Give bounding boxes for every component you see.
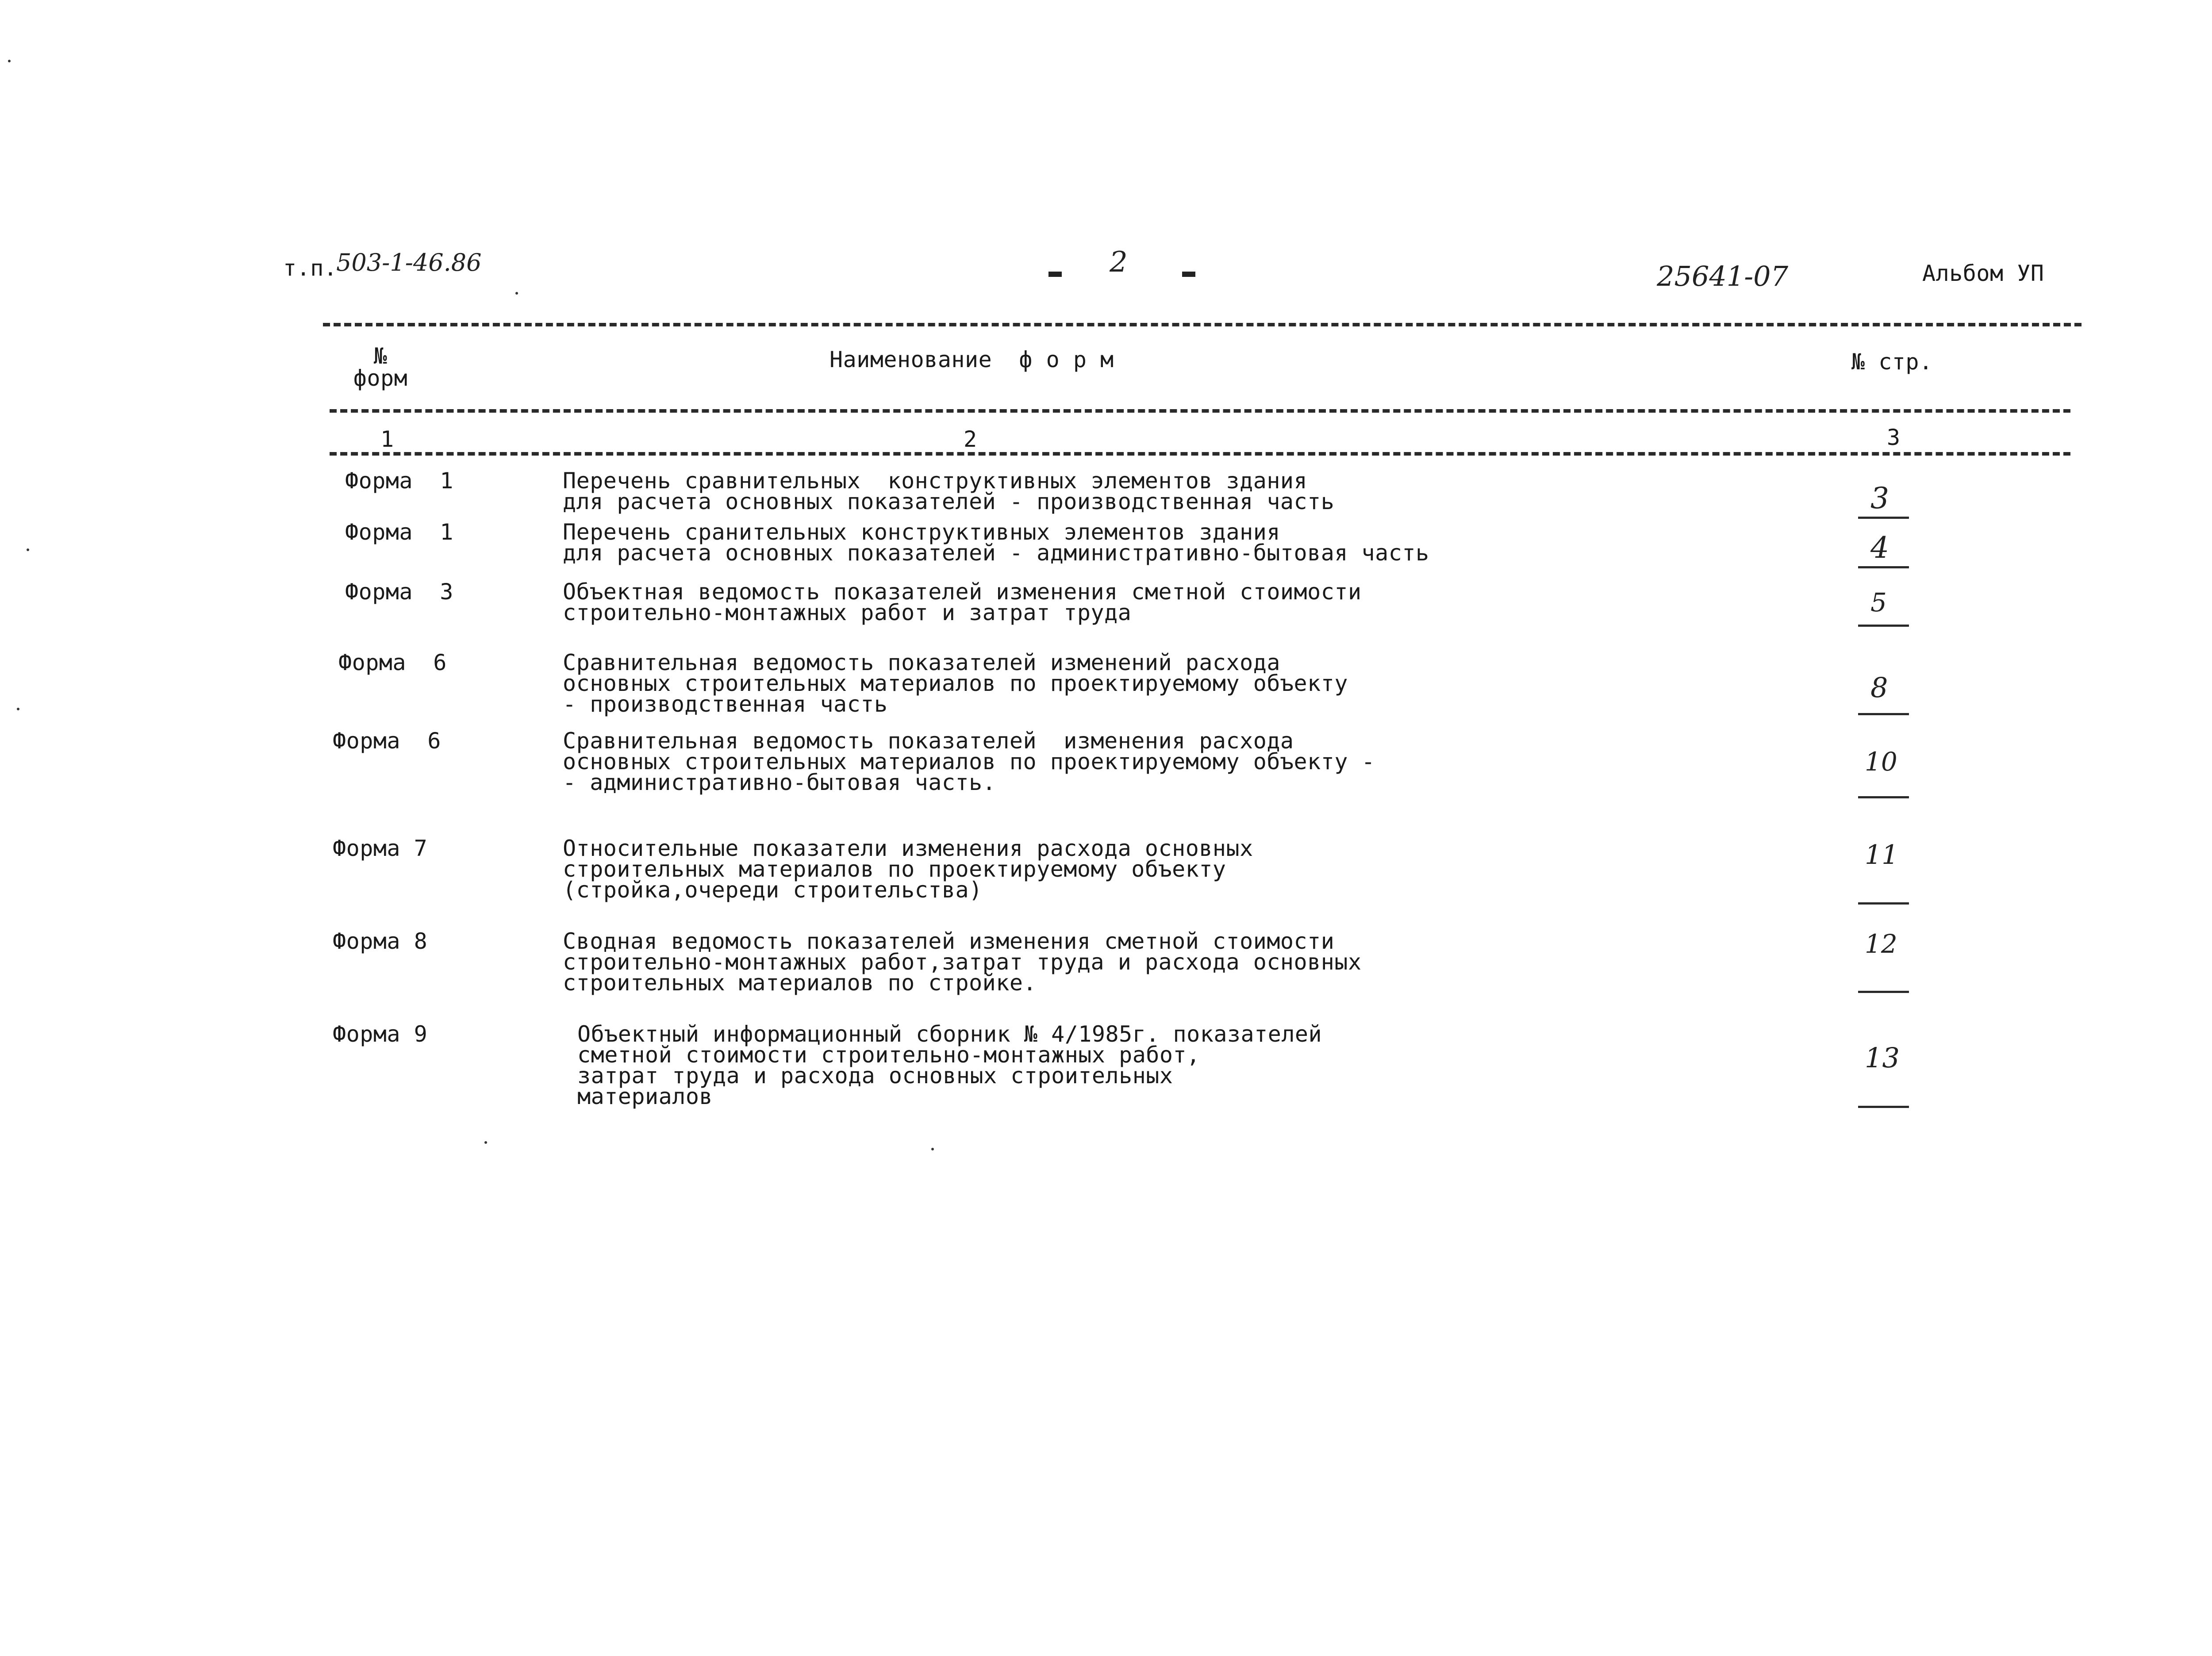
page-ref-underline bbox=[1858, 796, 1909, 798]
page-ref: 3 bbox=[1870, 481, 1889, 515]
page-ref-underline bbox=[1858, 517, 1909, 519]
form-name-line: - административно-бытовая часть. bbox=[563, 770, 996, 795]
form-label: Форма 8 bbox=[333, 928, 428, 954]
form-name-line: сметной стоимости строительно-монтажных работ, bbox=[577, 1042, 1200, 1068]
form-label: Форма 7 bbox=[333, 836, 428, 861]
form-name-line: строительных материалов по стройке. bbox=[563, 970, 1037, 996]
form-name-line: основных строительных материалов по проектируемому объекту bbox=[563, 671, 1348, 696]
form-name-line: строительных материалов по проектируемому объекту bbox=[563, 856, 1226, 882]
form-name-line: для расчета основных показателей - административно-бытовая часть bbox=[563, 540, 1429, 566]
form-name-line: Сравнительная ведомость показателей изменений расхода bbox=[563, 650, 1280, 675]
scan-speck bbox=[515, 292, 518, 295]
form-label: Форма 1 bbox=[345, 468, 453, 494]
page-number-dash-left bbox=[1048, 272, 1062, 277]
form-name-line: Объектный информационный сборник № 4/1985г. показателей bbox=[577, 1021, 1322, 1047]
page-ref-underline bbox=[1858, 625, 1909, 627]
form-label: Форма 9 bbox=[333, 1021, 428, 1047]
form-name-line: Перечень сранительных конструктивных элементов здания bbox=[563, 519, 1280, 545]
column-numbers-rule bbox=[330, 452, 2070, 456]
form-name-line: строительно-монтажных работ,затрат труда и расхода основных bbox=[563, 949, 1362, 975]
form-name-line: для расчета основных показателей - производственная часть bbox=[563, 489, 1335, 514]
form-label: Форма 6 bbox=[333, 728, 441, 754]
column-number-2: 2 bbox=[964, 426, 977, 452]
scan-speck bbox=[8, 60, 11, 62]
form-label: Форма 6 bbox=[338, 650, 447, 675]
form-name-line: Сравнительная ведомость показателей изменения расхода bbox=[563, 728, 1294, 754]
form-label: Форма 3 bbox=[345, 579, 453, 605]
table-top-rule bbox=[323, 323, 2081, 326]
page-ref: 4 bbox=[1870, 531, 1889, 565]
page-number-dash-right bbox=[1182, 272, 1195, 277]
archive-number: 25641-07 bbox=[1657, 260, 1789, 292]
header-bottom-rule bbox=[330, 409, 2070, 413]
page-ref-underline bbox=[1858, 902, 1909, 905]
page-ref: 11 bbox=[1865, 840, 1899, 870]
page-ref-underline bbox=[1858, 566, 1909, 568]
page-number: 2 bbox=[1110, 246, 1128, 279]
column-header-name: Наименование ф о р м bbox=[830, 347, 1114, 372]
form-label: Форма 1 bbox=[345, 519, 453, 545]
project-code: 503-1-46.86 bbox=[336, 249, 482, 276]
form-name-line: основных строительных материалов по проектируемому объекту - bbox=[563, 749, 1375, 774]
form-name-line: затрат труда и расхода основных строительных bbox=[577, 1063, 1173, 1089]
scan-speck bbox=[27, 548, 29, 551]
page-ref-underline bbox=[1858, 713, 1909, 715]
page-ref: 13 bbox=[1865, 1042, 1900, 1074]
scan-speck bbox=[484, 1141, 487, 1144]
column-number-1: 1 bbox=[380, 426, 394, 452]
form-name-line: Перечень сравнительных конструктивных элементов здания bbox=[563, 468, 1308, 494]
form-name-line: Относительные показатели изменения расхода основных bbox=[563, 836, 1253, 861]
form-name-line: Сводная ведомость показателей изменения сметной стоимости bbox=[563, 928, 1335, 954]
page-ref: 5 bbox=[1870, 587, 1887, 617]
page-ref-underline bbox=[1858, 991, 1909, 993]
project-prefix: т.п. bbox=[283, 255, 338, 281]
column-header-form-no: № форм bbox=[353, 343, 408, 391]
column-number-3: 3 bbox=[1887, 425, 1901, 450]
page-ref: 12 bbox=[1865, 929, 1897, 959]
page-ref-underline bbox=[1858, 1106, 1909, 1108]
form-name-line: - производственная часть bbox=[563, 691, 888, 717]
page-ref: 8 bbox=[1870, 671, 1888, 704]
column-header-page-no: № стр. bbox=[1851, 349, 1933, 375]
page-ref: 10 bbox=[1865, 747, 1897, 777]
form-name-line: материалов bbox=[577, 1084, 713, 1109]
album-label: Альбом УП bbox=[1922, 261, 2044, 286]
form-name-line: Объектная ведомость показателей изменения сметной стоимости bbox=[563, 579, 1362, 605]
form-name-line: (стройка,очереди строительства) bbox=[563, 877, 983, 903]
scan-speck bbox=[931, 1148, 934, 1150]
scan-speck bbox=[17, 708, 19, 710]
form-name-line: строительно-монтажных работ и затрат труда bbox=[563, 600, 1132, 625]
